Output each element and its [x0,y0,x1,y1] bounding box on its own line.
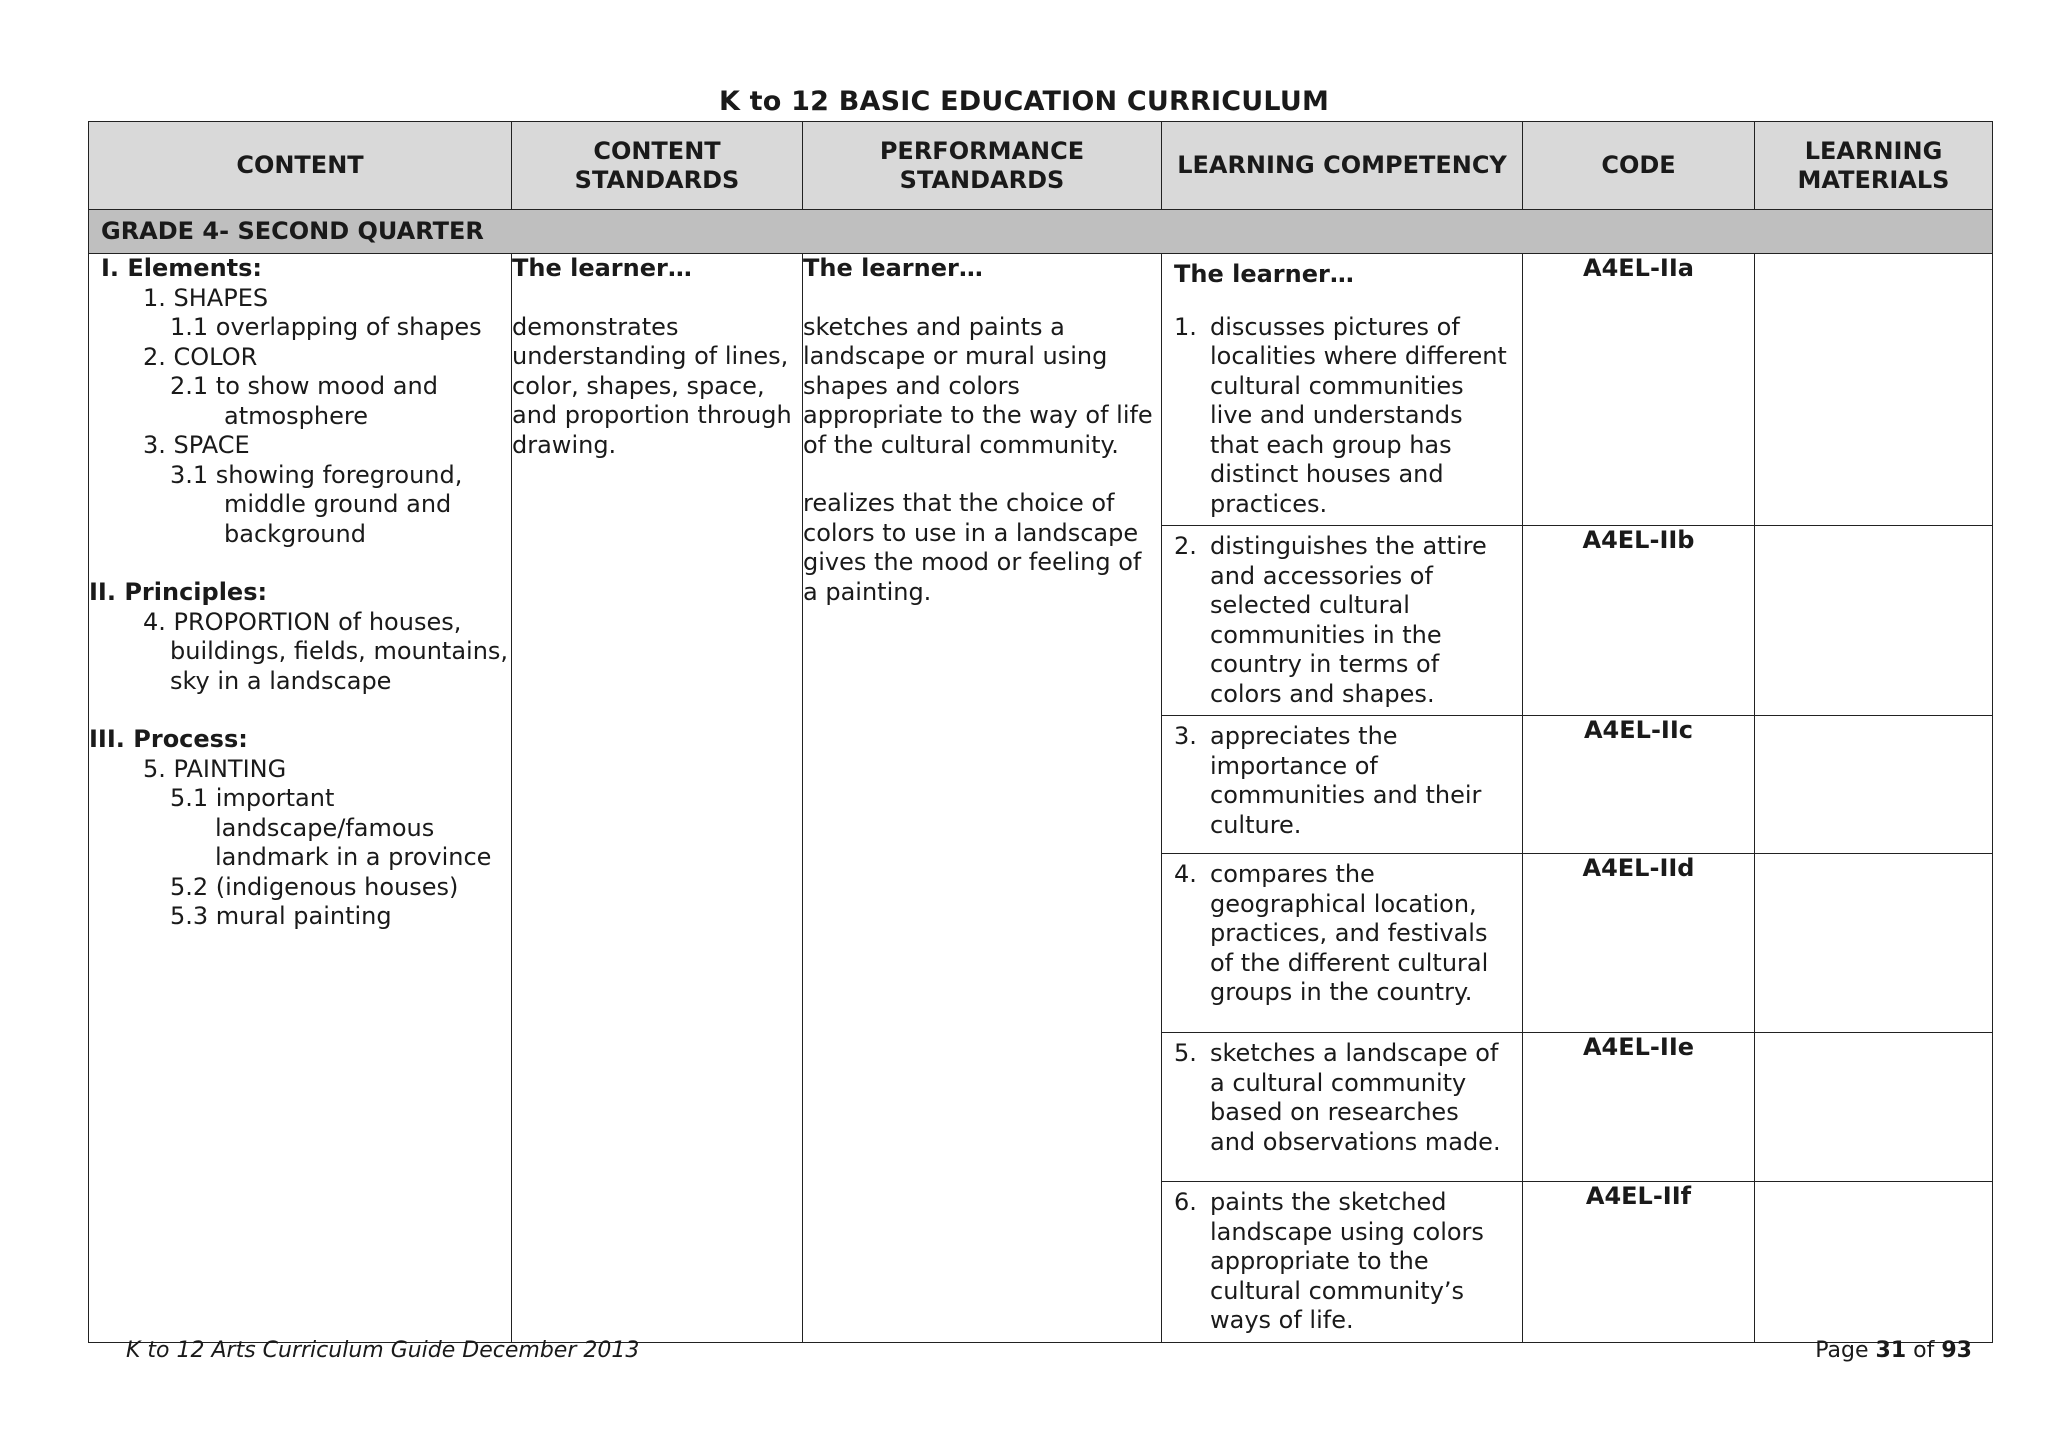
competency-item [1162,526,1522,715]
materials-cell [1755,1033,1993,1182]
competency-text: sketches a landscape of a cultural community based on researches and observations made. [1210,1039,1501,1156]
content-line: 5.3 mural painting [170,902,392,930]
content-line: sky in a landscape [170,666,392,695]
materials-cell [1755,526,1993,716]
materials-cell [1755,1182,1993,1343]
performance-standards-lead: The learner… [803,254,983,282]
content-line: middle ground and [224,490,452,518]
content-line: 5. PAINTING [143,754,287,783]
content-line: 2. COLOR [143,342,258,371]
content-line: 3.1 showing foreground, [170,460,463,489]
content-line: landmark in a province [215,843,492,871]
performance-standards-text-2: realizes that the choice of colors to use in a landscape gives the mood or feeling of a painting. [803,489,1142,606]
content-line: buildings, fields, mountains, [170,637,509,665]
process-label: III. Process: [89,725,248,753]
content-standards-cell [512,254,803,1343]
quarter-label: GRADE 4- SECOND QUARTER [89,210,1993,254]
code-cell: A4EL-IId [1523,854,1755,1033]
elements-label: I. Elements: [101,254,263,282]
content-line: 5.1 important [170,784,335,812]
competency-cell [1162,854,1523,1033]
materials-cell [1755,254,1993,526]
code-cell: A4EL-IIf [1523,1182,1755,1343]
code-cell: A4EL-IIc [1523,716,1755,854]
principles-label: II. Principles: [89,578,268,606]
curriculum-table [88,121,1993,1343]
header-learning-materials: LEARNING MATERIALS [1755,122,1993,210]
page-title: K to 12 BASIC EDUCATION CURRICULUM [718,86,1330,117]
competency-text: compares the geographical location, practices, and festivals of the different cultural groups in the country. [1210,860,1489,1006]
header-row [89,122,1993,210]
competency-cell [1162,254,1523,526]
header-performance-standards: PERFORMANCE STANDARDS [803,122,1162,210]
competency-cell [1162,1182,1523,1343]
competency-item [1162,854,1522,1014]
code-cell: A4EL-IIb [1523,526,1755,716]
content-line: 4. PROPORTION of houses, [143,607,462,636]
competency-text: discusses pictures of localities where different cultural communities live and understands that each group has distinct houses and practices. [1210,312,1507,518]
content-line: 5.2 (indigenous houses) [170,872,459,901]
materials-cell [1755,854,1993,1033]
competency-number: 5. [1174,1039,1197,1067]
code-cell: A4EL-IIe [1523,1033,1755,1182]
code-cell: A4EL-IIa [1523,254,1755,526]
competency-text: distinguishes the attire and accessories of selected cultural communities in the country in terms of colors and shapes. [1210,532,1487,708]
competency-number: 4. [1174,860,1197,888]
competency-item [1162,313,1522,526]
competency-cell [1162,716,1523,854]
content-line: landscape/famous [215,813,435,842]
header-code: CODE [1523,122,1755,210]
footer-guide-title: K to 12 Arts Curriculum Guide December 2013 [126,1338,640,1363]
content-line: 2.1 to show mood and [170,372,438,400]
content-line: 1. SHAPES [143,283,269,312]
competency-number: 2. [1174,532,1197,560]
competency-item [1162,1033,1522,1163]
header-content: CONTENT [89,122,512,210]
content-line: atmosphere [224,401,368,430]
competency-text: paints the sketched landscape using colors appropriate to the cultural community’s ways of life. [1210,1188,1484,1334]
content-cell [89,254,512,1343]
competency-number: 6. [1174,1188,1197,1216]
content-line: 3. SPACE [143,431,250,459]
quarter-row [89,210,1993,254]
competency-item [1162,1182,1522,1342]
header-content-standards: CONTENT STANDARDS [512,122,803,210]
footer-page-number: Page 31 of 93 [1815,1338,1972,1363]
competency-cell [1162,526,1523,716]
competency-number: 1. [1174,312,1197,341]
competency-number: 3. [1174,722,1197,750]
content-standards-lead: The learner… [512,254,692,282]
materials-cell [1755,716,1993,854]
table-row [89,254,1993,526]
header-learning-competency: LEARNING COMPETENCY [1162,122,1523,210]
content-line: background [224,519,366,548]
competency-text: appreciates the importance of communities and their culture. [1210,722,1482,839]
competency-cell [1162,1033,1523,1182]
competency-lead: The learner… [1174,260,1354,288]
performance-standards-cell [803,254,1162,1343]
content-line: 1.1 overlapping of shapes [170,313,482,341]
performance-standards-text-1: sketches and paints a landscape or mural using shapes and colors appropriate to the way of life of the cultural community. [803,312,1153,459]
content-standards-text: demonstrates understanding of lines, color, shapes, space, and proportion through drawing. [512,312,792,459]
competency-item [1162,716,1522,846]
